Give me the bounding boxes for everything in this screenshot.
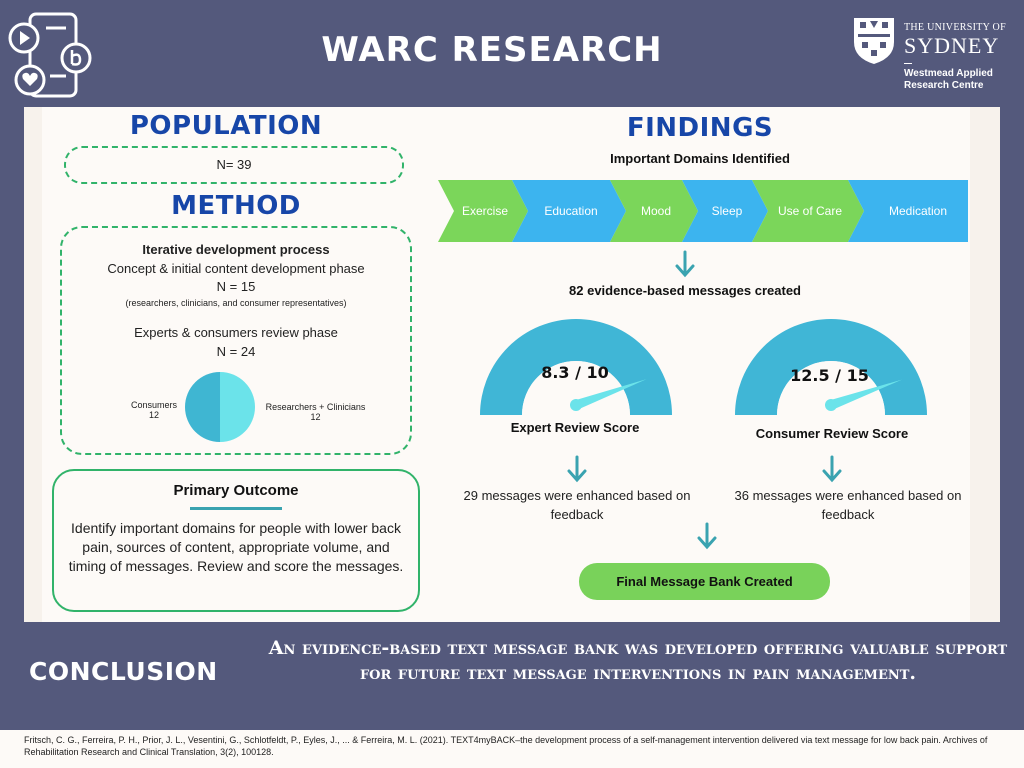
primary-outcome-title: Primary Outcome — [173, 482, 299, 499]
university-line-3: Westmead Applied Research Centre — [904, 68, 993, 91]
down-arrow-icon — [821, 455, 843, 483]
method-phase-2: Experts & consumers review phase — [134, 325, 338, 340]
domain-label-education: Education — [544, 204, 598, 218]
pie-label-researchers — [258, 402, 373, 422]
expert-enhanced-text: 29 messages were enhanced based on feedback — [463, 488, 691, 522]
method-heading: METHOD — [171, 191, 301, 221]
method-phase-1: Concept & initial content development phase — [107, 261, 365, 276]
pie-label-researchers-name: Researchers + Clinicians — [265, 402, 366, 412]
expert-score-value: 8.3 / 10 — [541, 363, 609, 382]
method-title: Iterative development process — [142, 242, 330, 257]
participant-pie-chart — [185, 372, 255, 442]
citation-text: Fritsch, C. G., Ferreira, P. H., Prior, J. L., Vesentini, G., Schlotfeldt, P., Eyles, J., ... & Ferreira, M. L. (2021). TEXT4myBACK–the development process of a self-management intervention delivered via text message for low back pain. Archives of Rehabilitation Research and Clinical Translation, 3(2), 100128. — [24, 735, 988, 757]
pie-label-consumers — [124, 400, 184, 420]
primary-outcome-text: Identify important domains for people with lower back pain, sources of content, appropriate volume, and timing of messages. Review and score the messages. — [68, 520, 404, 574]
pie-label-researchers-value: 12 — [310, 412, 321, 422]
population-box: N= 39 — [64, 146, 404, 184]
university-line-1: THE UNIVERSITY OF — [904, 22, 1006, 33]
pie-label-consumers-value: 12 — [148, 410, 159, 420]
domain-label-exercise: Exercise — [461, 204, 508, 218]
consumer-score-gauge — [731, 308, 931, 418]
down-arrow-icon — [696, 522, 718, 550]
conclusion-text: An evidence-based text message bank was developed offering valuable support for future text message interventions in pain management. — [268, 637, 1008, 684]
expert-score-label: Expert Review Score — [510, 420, 640, 435]
university-crest-icon — [852, 16, 896, 66]
method-phase-1-n: N = 15 — [216, 279, 256, 294]
messages-created-title: 82 evidence-based messages created — [569, 283, 801, 298]
findings-heading: FINDINGS — [626, 113, 774, 143]
method-phase-1-note: (researchers, clinicians, and consumer representatives) — [125, 298, 347, 308]
domain-label-sleep: Sleep — [711, 204, 743, 218]
pie-slice-consumers — [185, 372, 220, 442]
down-arrow-icon — [566, 455, 588, 483]
consumer-score-value: 12.5 / 15 — [790, 366, 869, 385]
primary-outcome-box — [52, 469, 420, 612]
primary-outcome-underline — [190, 507, 282, 510]
university-separator — [904, 63, 912, 64]
domain-label-medication: Medication — [888, 204, 948, 218]
poster-title: WARC RESEARCH — [321, 30, 663, 70]
consumer-enhanced-text: 36 messages were enhanced based on feedback — [734, 488, 962, 522]
gauge-hub — [570, 399, 582, 411]
method-box — [60, 226, 412, 455]
university-line-2: SYDNEY — [904, 33, 1000, 58]
consumer-score-label: Consumer Review Score — [755, 426, 909, 441]
conclusion-label: CONCLUSION — [29, 657, 218, 686]
pie-label-consumers-name: Consumers — [130, 400, 177, 410]
domain-label-use-of-care: Use of Care — [777, 204, 843, 218]
citation-footer — [0, 730, 1024, 768]
down-arrow-icon — [674, 250, 696, 278]
pie-slice-researchers — [220, 372, 255, 442]
gauge-hub — [825, 399, 837, 411]
method-phase-2-n: N = 24 — [216, 344, 256, 359]
domain-label-mood: Mood — [640, 204, 672, 218]
final-message-bank-pill: Final Message Bank Created — [579, 563, 830, 600]
domains-title: Important Domains Identified — [610, 151, 790, 166]
population-heading: POPULATION — [129, 111, 323, 141]
university-logo — [848, 16, 1018, 96]
